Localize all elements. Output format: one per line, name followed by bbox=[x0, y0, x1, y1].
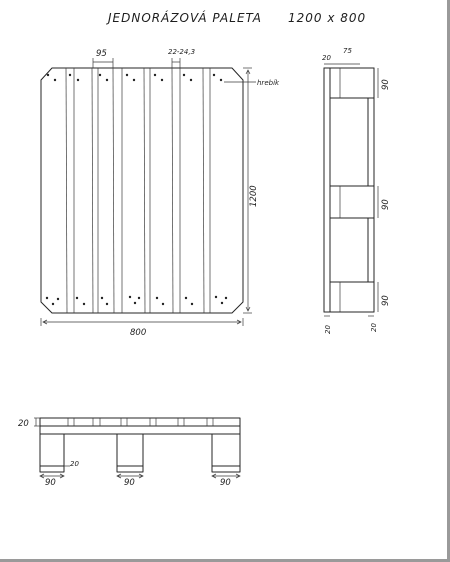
side-block-label-3: 90 bbox=[381, 295, 391, 306]
length-label: 1200 bbox=[249, 185, 259, 207]
front-block-label-1: 90 bbox=[45, 478, 56, 488]
side-block-top bbox=[330, 68, 374, 98]
side-block-bottom bbox=[330, 282, 374, 312]
side-view bbox=[322, 47, 391, 334]
gap-label: 22-24,3 bbox=[168, 48, 196, 56]
top-view bbox=[41, 48, 280, 338]
front-skid-left bbox=[40, 466, 64, 472]
front-skid-dimension bbox=[64, 460, 79, 468]
front-skid-middle bbox=[117, 466, 143, 472]
nail-dots-bottom bbox=[46, 296, 227, 305]
front-skid-right bbox=[212, 466, 240, 472]
front-view bbox=[18, 418, 240, 488]
gap-dimension bbox=[168, 48, 195, 68]
side-block-label-1: 90 bbox=[381, 79, 391, 90]
side-block-middle bbox=[330, 186, 374, 218]
front-stringer bbox=[40, 426, 240, 434]
front-block-left bbox=[40, 434, 64, 466]
front-block-right bbox=[212, 434, 240, 466]
nail-dots-top bbox=[47, 74, 222, 81]
length-dimension bbox=[243, 68, 259, 313]
front-thickness-dimension bbox=[18, 418, 40, 429]
top-view-boards bbox=[66, 68, 210, 313]
front-block-label-2: 90 bbox=[124, 478, 135, 488]
front-top-boards bbox=[68, 418, 213, 426]
width-dimension bbox=[41, 318, 243, 338]
drawing-title: JEDNORÁZOVÁ PALETA bbox=[108, 11, 262, 25]
side-top-dimensions bbox=[322, 47, 360, 64]
front-block-middle bbox=[117, 434, 143, 466]
front-block-dimensions bbox=[40, 474, 240, 488]
side-block-label-2: 90 bbox=[381, 199, 391, 210]
side-block-dimensions bbox=[378, 68, 391, 312]
nail-label: hrebík bbox=[257, 79, 280, 87]
side-bottom-left-label: 20 bbox=[324, 325, 332, 334]
side-bottom-dimensions bbox=[324, 316, 378, 334]
front-skid-label: 20 bbox=[70, 460, 79, 468]
front-deck-thickness-label: 20 bbox=[18, 419, 29, 429]
top-view-outline bbox=[41, 68, 243, 313]
side-bottom-right-label: 20 bbox=[370, 323, 378, 332]
front-block-label-3: 90 bbox=[220, 478, 231, 488]
side-top-board: 75 bbox=[343, 47, 352, 55]
nail-leader bbox=[224, 79, 280, 87]
width-label: 800 bbox=[130, 328, 147, 338]
board-width-dimension bbox=[93, 49, 113, 68]
front-top-deck bbox=[40, 418, 240, 426]
board-width-label: 95 bbox=[96, 49, 107, 59]
side-top-thickness: 20 bbox=[322, 54, 331, 62]
drawing-size: 1200 x 800 bbox=[288, 11, 367, 25]
